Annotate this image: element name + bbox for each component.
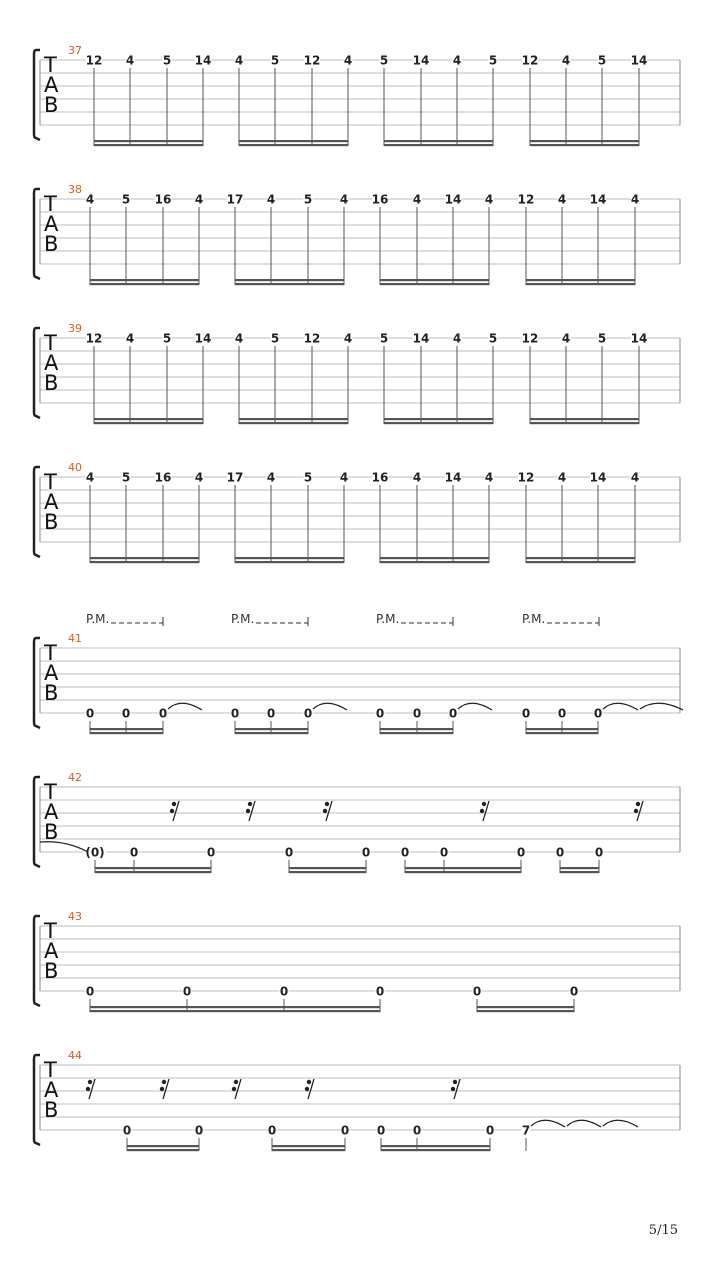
fret-number: 5	[270, 331, 280, 346]
fret-number: 14	[630, 53, 648, 68]
tie	[603, 703, 638, 710]
fret-number: 4	[412, 192, 422, 207]
fret-number: 4	[561, 331, 571, 346]
fret-number: 5	[121, 192, 131, 207]
fret-number: 16	[154, 470, 172, 485]
sixteenth-rest-icon	[246, 801, 255, 821]
beam	[384, 418, 493, 420]
fret-number: 4	[452, 331, 462, 346]
measure-number: 39	[68, 322, 82, 335]
fret-number: 0	[182, 984, 192, 999]
palm-mute-extension	[547, 613, 603, 627]
beam	[477, 1010, 574, 1012]
beam	[90, 728, 163, 730]
palm-mute-label: P.M.	[376, 612, 400, 626]
palm-mute-label: P.M.	[231, 612, 255, 626]
beam	[526, 279, 635, 281]
fret-number: 0	[412, 706, 422, 721]
fret-number: 5	[270, 53, 280, 68]
tab-clef-letter: B	[44, 959, 59, 983]
beam	[526, 728, 598, 730]
fret-number: 4	[266, 470, 276, 485]
fret-number: 0	[593, 706, 603, 721]
tab-clef-letter: A	[44, 800, 59, 824]
staff-bracket	[34, 189, 40, 279]
fret-number: 0	[121, 706, 131, 721]
beam	[90, 1010, 380, 1012]
beam	[380, 728, 453, 730]
tab-clef-letter: A	[44, 351, 59, 375]
fret-number: 0	[400, 845, 410, 860]
beam	[560, 871, 599, 873]
fret-number: 0	[85, 706, 95, 721]
fret-number: 12	[521, 331, 539, 346]
fret-number: 5	[162, 53, 172, 68]
beam	[90, 561, 199, 563]
beam	[405, 867, 521, 869]
fret-number: 17	[226, 470, 244, 485]
beam	[239, 140, 348, 142]
beam	[94, 140, 203, 142]
fret-number: 4	[194, 470, 204, 485]
fret-number: 4	[234, 331, 244, 346]
beam	[380, 732, 453, 734]
tie	[531, 1120, 565, 1127]
measure-number: 37	[68, 44, 82, 57]
beam	[530, 418, 639, 420]
fret-number: 0	[206, 845, 216, 860]
sixteenth-rest-icon	[160, 1079, 169, 1099]
beam	[384, 422, 493, 424]
fret-number: 0	[376, 1123, 386, 1138]
tie	[458, 703, 492, 710]
beam	[90, 283, 199, 285]
fret-number: 4	[234, 53, 244, 68]
palm-mute-marker	[86, 612, 167, 627]
palm-mute-label: P.M.	[522, 612, 546, 626]
beam	[380, 561, 489, 563]
tie	[603, 1120, 638, 1127]
tab-clef-letter: A	[44, 73, 59, 97]
beam	[235, 283, 344, 285]
fret-number: 0	[267, 1123, 277, 1138]
beam	[95, 867, 211, 869]
fret-number: 0	[122, 1123, 132, 1138]
fret-number: 17	[226, 192, 244, 207]
fret-number: 0	[194, 1123, 204, 1138]
fret-number: 16	[371, 192, 389, 207]
fret-number: 4	[194, 192, 204, 207]
fret-number: 12	[521, 53, 539, 68]
beam	[239, 144, 348, 146]
fret-number: 0	[340, 1123, 350, 1138]
beam	[235, 561, 344, 563]
fret-number: 16	[154, 192, 172, 207]
fret-number: 12	[85, 331, 103, 346]
fret-number: 4	[412, 470, 422, 485]
beam	[380, 283, 489, 285]
tie	[567, 1120, 601, 1127]
tab-clef-letter: A	[44, 939, 59, 963]
measure-number: 44	[68, 1049, 82, 1062]
fret-number: 14	[589, 470, 607, 485]
fret-number: 4	[557, 192, 567, 207]
fret-number: 4	[266, 192, 276, 207]
page-number: 5/15	[648, 1223, 678, 1238]
measure-number: 38	[68, 183, 82, 196]
staff-bracket	[34, 328, 40, 418]
beam	[530, 140, 639, 142]
tab-clef-letter: T	[44, 470, 57, 494]
staff-bracket	[34, 638, 40, 728]
fret-number: 5	[162, 331, 172, 346]
fret-number: 4	[339, 470, 349, 485]
tab-staff	[0, 1049, 720, 1229]
beam	[272, 1149, 345, 1151]
palm-mute-marker	[231, 612, 312, 627]
fret-number: 4	[125, 53, 135, 68]
beam	[272, 1145, 345, 1147]
staff-bracket	[34, 916, 40, 1006]
tab-clef-letter: A	[44, 490, 59, 514]
fret-number: 7	[521, 1123, 531, 1138]
tab-clef-letter: B	[44, 681, 59, 705]
beam	[526, 561, 635, 563]
beam	[94, 422, 203, 424]
fret-number: 0	[516, 845, 526, 860]
beam	[380, 557, 489, 559]
fret-number: 4	[343, 53, 353, 68]
beam	[526, 557, 635, 559]
fret-number: 0	[230, 706, 240, 721]
tab-clef-letter: T	[44, 1058, 57, 1082]
beam	[560, 867, 599, 869]
fret-number: 4	[452, 53, 462, 68]
staff-bracket	[34, 50, 40, 140]
fret-number: 4	[484, 470, 494, 485]
fret-number: 0	[448, 706, 458, 721]
fret-number: 0	[129, 845, 139, 860]
beam	[127, 1145, 199, 1147]
beam	[289, 871, 366, 873]
beam	[235, 279, 344, 281]
beam	[381, 1145, 490, 1147]
fret-number: 4	[85, 470, 95, 485]
fret-number: 5	[303, 470, 313, 485]
fret-number: 12	[303, 53, 321, 68]
fret-number: 0	[375, 984, 385, 999]
tab-clef-letter: B	[44, 820, 59, 844]
fret-number: 5	[303, 192, 313, 207]
fret-number: 4	[630, 192, 640, 207]
fret-number: 16	[371, 470, 389, 485]
beam	[90, 732, 163, 734]
beam	[405, 871, 521, 873]
beam	[95, 871, 211, 873]
beam	[380, 279, 489, 281]
palm-mute-label: P.M.	[86, 612, 110, 626]
palm-mute-marker	[522, 612, 603, 627]
tab-clef-letter: T	[44, 780, 57, 804]
tab-clef-letter: B	[44, 93, 59, 117]
fret-number: 12	[85, 53, 103, 68]
beam	[239, 418, 348, 420]
tie	[640, 703, 683, 710]
tie	[313, 703, 347, 710]
fret-number: 14	[194, 331, 212, 346]
fret-number: 4	[557, 470, 567, 485]
fret-number: 0	[375, 706, 385, 721]
sixteenth-rest-icon	[451, 1079, 460, 1099]
fret-number: 0	[439, 845, 449, 860]
beam	[239, 422, 348, 424]
fret-number: 0	[303, 706, 313, 721]
fret-number: 5	[597, 53, 607, 68]
beam	[235, 557, 344, 559]
sixteenth-rest-icon	[305, 1079, 314, 1099]
palm-mute-extension	[256, 613, 312, 627]
fret-number: 5	[379, 331, 389, 346]
sixteenth-rest-icon	[323, 801, 332, 821]
fret-number: 4	[85, 192, 95, 207]
fret-number: 14	[444, 192, 462, 207]
fret-number: 0	[557, 706, 567, 721]
tab-clef-letter: B	[44, 371, 59, 395]
fret-number: 5	[379, 53, 389, 68]
tab-clef-letter: B	[44, 510, 59, 534]
measure-number: 41	[68, 632, 82, 645]
fret-number: 14	[194, 53, 212, 68]
beam	[127, 1149, 199, 1151]
beam	[235, 732, 308, 734]
measure-number: 42	[68, 771, 82, 784]
beam	[477, 1006, 574, 1008]
fret-number: 4	[561, 53, 571, 68]
fret-number: 5	[488, 53, 498, 68]
palm-mute-marker	[376, 612, 457, 627]
tab-clef-letter: T	[44, 53, 57, 77]
beam	[530, 422, 639, 424]
tab-clef-letter: T	[44, 192, 57, 216]
tab-clef-letter: T	[44, 919, 57, 943]
beam	[530, 144, 639, 146]
tab-clef-letter: B	[44, 1098, 59, 1122]
beam	[235, 728, 308, 730]
beam	[384, 144, 493, 146]
palm-mute-extension	[111, 613, 167, 627]
fret-number: 14	[589, 192, 607, 207]
beam	[526, 283, 635, 285]
beam	[94, 144, 203, 146]
fret-number: 4	[343, 331, 353, 346]
fret-number: 5	[597, 331, 607, 346]
measure-number: 40	[68, 461, 82, 474]
palm-mute-row	[0, 612, 720, 636]
fret-number: 0	[279, 984, 289, 999]
beam	[526, 732, 598, 734]
tab-clef-letter: T	[44, 331, 57, 355]
fret-number: 0	[266, 706, 276, 721]
beam	[94, 418, 203, 420]
fret-number: 0	[472, 984, 482, 999]
fret-number: 4	[484, 192, 494, 207]
tab-clef-letter: A	[44, 212, 59, 236]
staff-bracket	[34, 777, 40, 867]
fret-number: 5	[121, 470, 131, 485]
beam	[90, 1006, 380, 1008]
beam	[381, 1149, 490, 1151]
staff-bracket	[34, 1055, 40, 1145]
fret-number: (0)	[85, 845, 105, 860]
sixteenth-rest-icon	[634, 801, 643, 821]
fret-number: 14	[412, 53, 430, 68]
sixteenth-rest-icon	[232, 1079, 241, 1099]
palm-mute-extension	[401, 613, 457, 627]
fret-number: 5	[488, 331, 498, 346]
fret-number: 0	[569, 984, 579, 999]
fret-number: 14	[412, 331, 430, 346]
fret-number: 0	[555, 845, 565, 860]
fret-number: 0	[412, 1123, 422, 1138]
sixteenth-rest-icon	[480, 801, 489, 821]
sixteenth-rest-icon	[170, 801, 179, 821]
tab-clef-letter: A	[44, 1078, 59, 1102]
fret-number: 0	[361, 845, 371, 860]
fret-number: 0	[158, 706, 168, 721]
tab-clef-letter: A	[44, 661, 59, 685]
tab-clef-letter: T	[44, 641, 57, 665]
fret-number: 12	[517, 470, 535, 485]
fret-number: 4	[125, 331, 135, 346]
sixteenth-rest-icon	[86, 1079, 95, 1099]
fret-number: 0	[594, 845, 604, 860]
fret-number: 12	[303, 331, 321, 346]
fret-number: 4	[339, 192, 349, 207]
fret-number: 4	[630, 470, 640, 485]
beam	[90, 557, 199, 559]
tie	[168, 703, 202, 710]
fret-number: 0	[521, 706, 531, 721]
tab-clef-letter: B	[44, 232, 59, 256]
staff-bracket	[34, 467, 40, 557]
fret-number: 0	[284, 845, 294, 860]
beam	[90, 279, 199, 281]
fret-number: 0	[85, 984, 95, 999]
beam	[384, 140, 493, 142]
measure-number: 43	[68, 910, 82, 923]
fret-number: 14	[630, 331, 648, 346]
fret-number: 12	[517, 192, 535, 207]
beam	[289, 867, 366, 869]
fret-number: 14	[444, 470, 462, 485]
fret-number: 0	[485, 1123, 495, 1138]
